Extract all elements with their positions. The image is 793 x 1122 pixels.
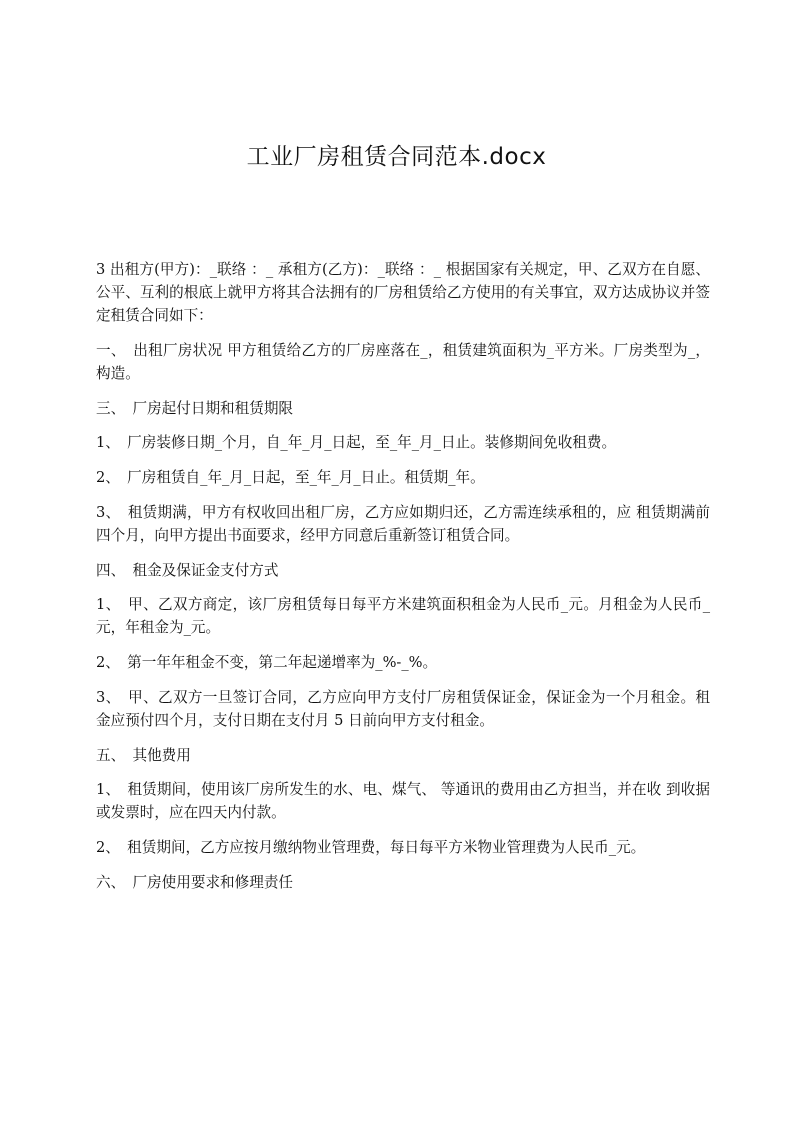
section-heading-3: 三、 厂房起付日期和租赁期限 (96, 400, 294, 417)
paragraph-4-1: 1、 甲、乙双方商定，该厂房租赁每日每平方米建筑面积租金为人民币_元。月租金为人民币_元，年租金为_元。 (96, 596, 710, 636)
section-heading-4: 四、 租金及保证金支付方式 (96, 562, 279, 579)
document-title: 工业厂房租赁合同范本.docx (246, 144, 547, 170)
paragraph-3-1: 1、 厂房装修日期_个月，自_年_月_日起，至_年_月_日止。装修期间免收租费。 (96, 434, 617, 451)
paragraph-3-2: 2、 厂房租赁自_年_月_日起，至_年_月_日止。租赁期_年。 (96, 469, 485, 486)
paragraph-3-3: 3、 租赁期满，甲方有权收回出租厂房，乙方应如期归还，乙方需连续承租的，应 租赁期满前四个月，向甲方提出书面要求，经甲方同意后重新签订租赁合同。 (96, 504, 710, 544)
paragraph-5-2: 2、 租赁期间，乙方应按月缴纳物业管理费，每日每平方米物业管理费为人民币_元。 (96, 839, 646, 856)
paragraph-5-1: 1、 租赁期间，使用该厂房所发生的水、电、煤气、 等通讯的费用由乙方担当，并在收 到收据或发票时，应在四天内付款。 (96, 781, 710, 821)
paragraph-intro: 3 出租方(甲方)：_联络 ：_ 承租方(乙方)：_联络 ：_ 根据国家有关规定，甲、乙双方在自愿、公平、互利的根底上就甲方将其合法拥有的厂房租赁给乙方使用的有关事宜，双方达成协议并签定租赁合同如下： (96, 261, 710, 324)
paragraph-4-3: 3、 甲、乙双方一旦签订合同，乙方应向甲方支付厂房租赁保证金，保证金为一个月租金。租金应预付四个月，支付日期在支付月 5 日前向甲方支付租金。 (96, 689, 710, 729)
section-heading-6: 六、 厂房使用要求和修理责任 (96, 874, 294, 891)
paragraph-section-1: 一、 出租厂房状况 甲方租赁给乙方的厂房座落在_，租赁建筑面积为_平方米。厂房类型为_，构造。 (96, 342, 710, 382)
paragraph-4-2: 2、 第一年年租金不变，第二年起递增率为_%-_%。 (96, 654, 438, 671)
document-body (96, 258, 710, 905)
section-heading-5: 五、 其他费用 (96, 747, 191, 764)
